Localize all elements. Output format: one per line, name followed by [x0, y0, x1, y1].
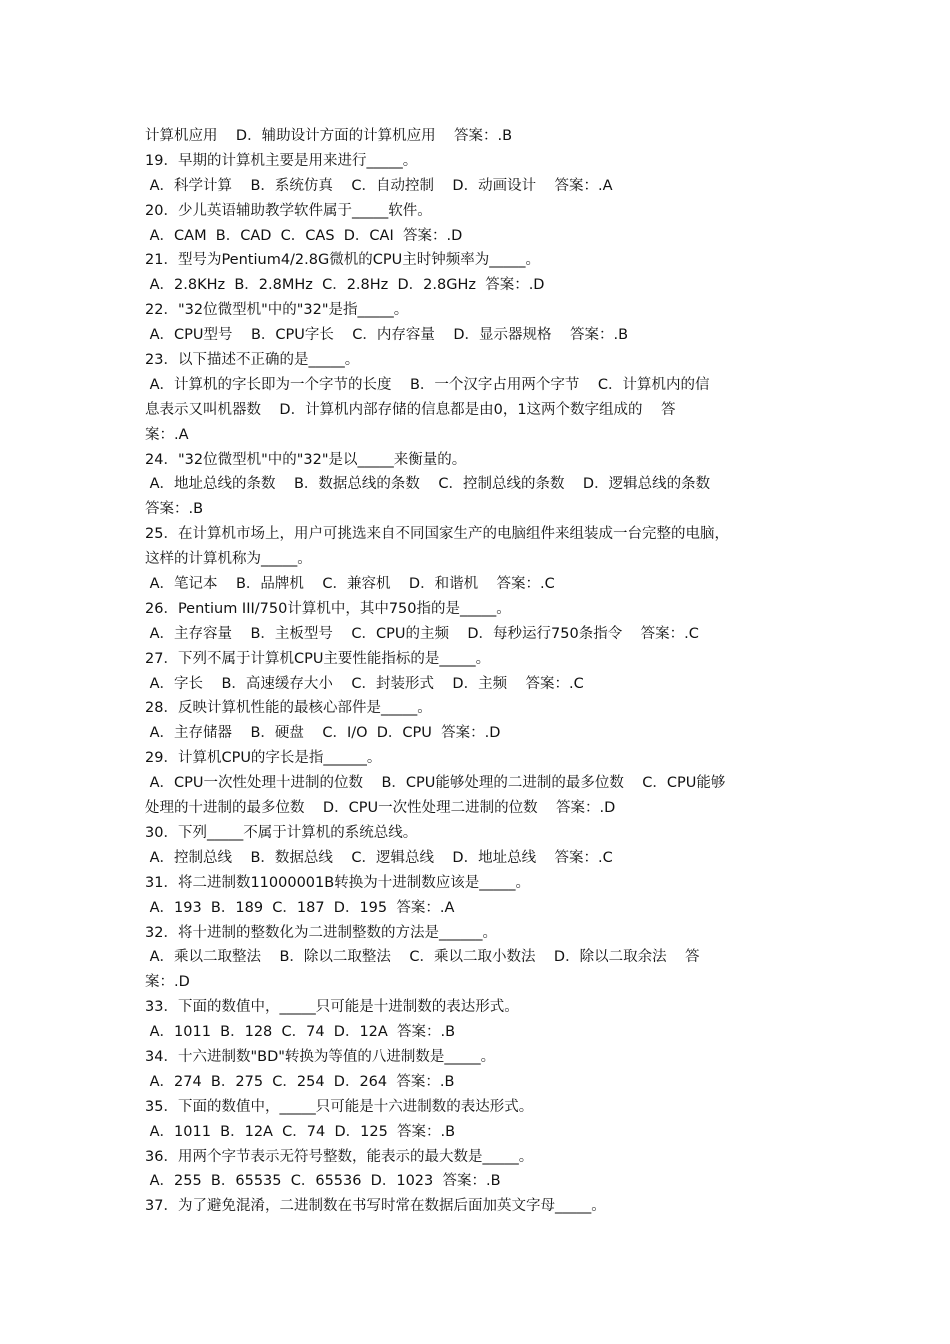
question-line: 21．型号为Pentium4/2.8G微机的CPU主时钟频率为_____。 [145, 252, 540, 269]
question-line: 28．反映计算机性能的最核心部件是_____。 [145, 700, 432, 717]
options-line: A．1011 B．12A C．74 D．125 答案：.B [145, 1123, 456, 1140]
options-line: A．2.8KHz B．2.8MHz C．2.8Hz D．2.8GHz 答案：.D [145, 277, 545, 294]
options-line: A．274 B．275 C．254 D．264 答案：.B [145, 1073, 455, 1090]
question-line: 23．以下描述不正确的是_____。 [145, 352, 360, 369]
question-line: 31．将二进制数11000001B转换为十进制数应该是_____。 [145, 874, 530, 891]
answer-line: 案：.D [145, 974, 190, 991]
question-line: 34．十六进制数"BD"转换为等值的八进制数是_____。 [145, 1048, 496, 1065]
options-line: A．193 B．189 C．187 D．195 答案：.A [145, 899, 455, 916]
options-line: A．CPU型号 B．CPU字长 C．内存容量 D．显示器规格 答案：.B [145, 327, 629, 344]
document-body [145, 124, 817, 1219]
question-line: 37．为了避免混淆，二进制数在书写时常在数据后面加英文字母_____。 [145, 1198, 606, 1215]
options-line: A．乘以二取整法 B．除以二取整法 C．乘以二取小数法 D．除以二取余法 答 [145, 949, 700, 966]
options-line: 息表示又叫机器数 D．计算机内部存储的信息都是由0，1这两个数字组成的 答 [145, 401, 676, 418]
options-line: 处理的十进制的最多位数 D．CPU一次性处理二进制的位数 答案：.D [145, 800, 616, 817]
options-line: A．CPU一次性处理十进制的位数 B．CPU能够处理的二进制的最多位数 C．CPU能够 [145, 775, 726, 792]
question-line: 29．计算机CPU的字长是指______。 [145, 750, 382, 767]
question-line: 27．下列不属于计算机CPU主要性能指标的是_____。 [145, 650, 491, 667]
question-line: 32．将十进制的整数化为二进制整数的方法是______。 [145, 924, 497, 941]
question-line: 20．少儿英语辅助教学软件属于_____软件。 [145, 202, 432, 219]
options-line: A．1011 B．128 C．74 D．12A 答案：.B [145, 1024, 456, 1041]
question-line: 26．Pentium III/750计算机中，其中750指的是_____。 [145, 600, 511, 617]
question-line: 35．下面的数值中，_____只可能是十六进制数的表达形式。 [145, 1098, 534, 1115]
options-line: A．主存容量 B．主板型号 C．CPU的主频 D．每秒运行750条指令 答案：.C [145, 625, 699, 642]
options-line: A．字长 B．高速缓存大小 C．封装形式 D．主频 答案：.C [145, 675, 584, 692]
options-line: A．255 B．65535 C．65536 D．1023 答案：.B [145, 1173, 501, 1190]
question-line: 24．"32位微型机"中的"32"是以_____来衡量的。 [145, 451, 467, 468]
answer-line: 案：.A [145, 426, 189, 443]
options-line: A．控制总线 B．数据总线 C．逻辑总线 D．地址总线 答案：.C [145, 849, 613, 866]
answer-line: 答案：.B [145, 501, 204, 518]
question-line: 36．用两个字节表示无符号整数，能表示的最大数是_____。 [145, 1148, 534, 1165]
options-line: A．CAM B．CAD C．CAS D．CAI 答案：.D [145, 227, 463, 244]
text-line: 计算机应用 D．辅助设计方面的计算机应用 答案：.B [145, 128, 513, 144]
options-line: A．计算机的字长即为一个字节的长度 B．一个汉字占用两个字节 C．计算机内的信 [145, 376, 710, 393]
question-line: 33．下面的数值中，_____只可能是十进制数的表达形式。 [145, 999, 519, 1016]
question-line: 这样的计算机称为_____。 [145, 551, 312, 568]
question-line: 22．"32位微型机"中的"32"是指_____。 [145, 302, 409, 319]
question-line: 30．下列_____不属于计算机的系统总线。 [145, 824, 418, 841]
question-line: 19．早期的计算机主要是用来进行_____。 [145, 152, 418, 169]
options-line: A．主存储器 B．硬盘 C．I/O D．CPU 答案：.D [145, 725, 501, 742]
options-line: A．科学计算 B．系统仿真 C．自动控制 D．动画设计 答案：.A [145, 177, 613, 194]
options-line: A．地址总线的条数 B．数据总线的条数 C．控制总线的条数 D．逻辑总线的条数 [145, 476, 711, 493]
question-line: 25．在计算机市场上，用户可挑选来自不同国家生产的电脑组件来组装成一台完整的电脑， [145, 526, 729, 543]
options-line: A．笔记本 B．品牌机 C．兼容机 D．和谐机 答案：.C [145, 576, 555, 593]
